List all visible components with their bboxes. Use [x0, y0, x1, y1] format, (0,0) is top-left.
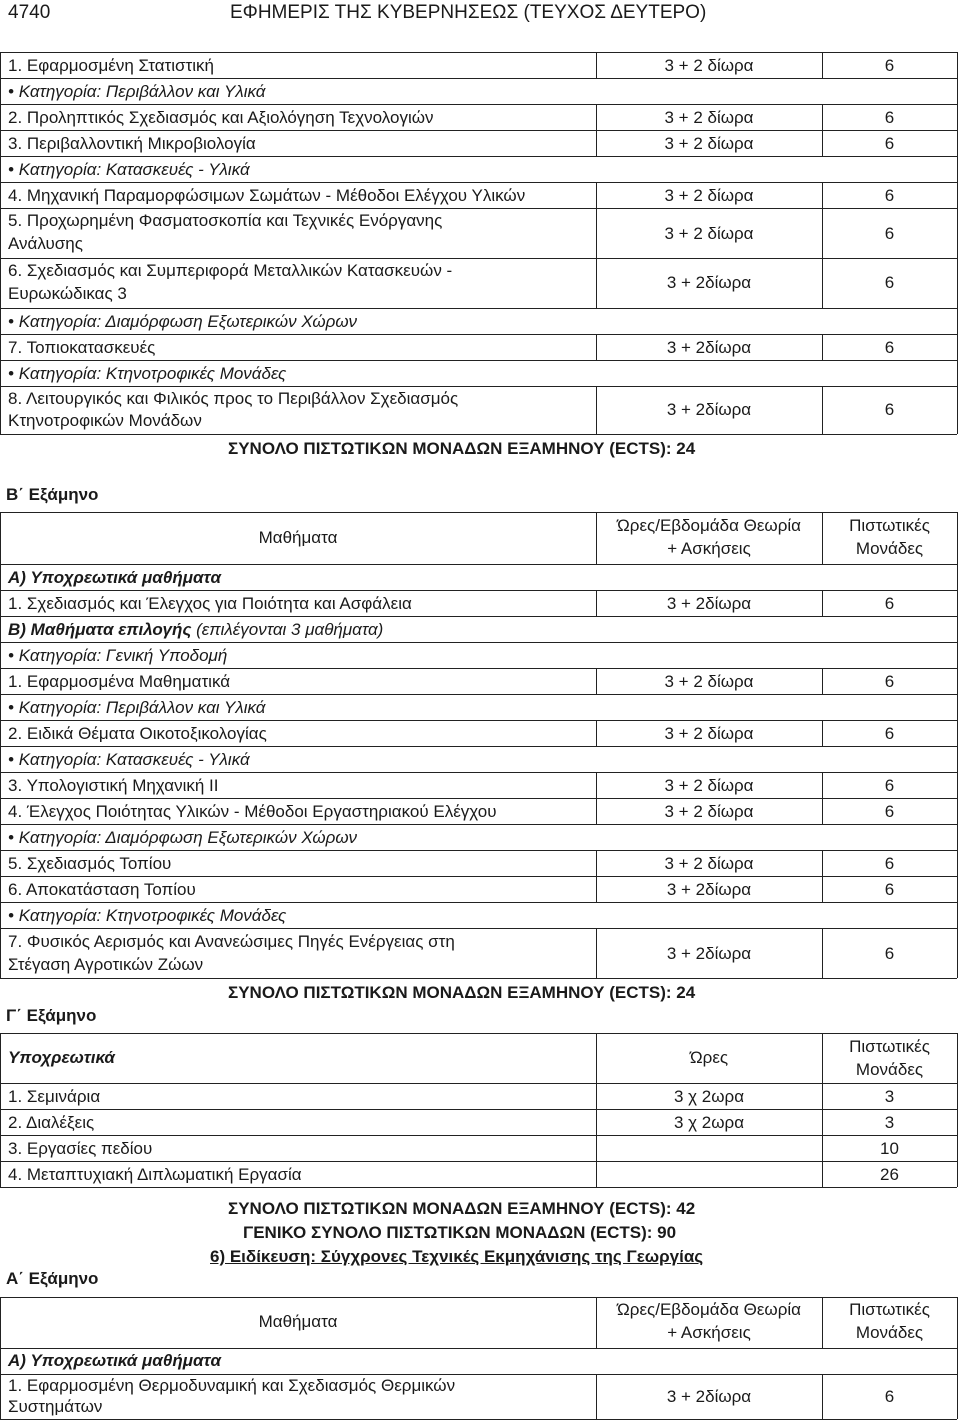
course-hours: 3 + 2 δίωρα: [664, 802, 754, 821]
course-hours: 3 + 2 δίωρα: [664, 776, 754, 795]
course-name: 1. Σεμινάρια: [8, 1087, 101, 1106]
course-hours: 3 + 2δίωρα: [666, 1387, 752, 1406]
column-header-ects-line1: Πιστωτικές: [849, 1037, 930, 1056]
column-header-hours-line1: Ώρες/Εβδομάδα Θεωρία: [617, 1300, 801, 1319]
category-row: • Κατηγορία: Διαμόρφωση Εξωτερικών Χώρων: [8, 828, 358, 847]
column-header-hours-line1: Ώρες/Εβδομάδα Θεωρία: [617, 516, 801, 535]
course-ects: 6: [884, 944, 895, 963]
course-ects: 6: [884, 854, 895, 873]
course-hours: 3 + 2 δίωρα: [664, 854, 754, 873]
column-header-hours-line2: + Ασκήσεις: [667, 539, 751, 558]
course-name-line1: 6. Σχεδιασμός και Συμπεριφορά Μεταλλικών Κατασκευών -: [8, 261, 453, 280]
course-hours: 3 + 2 δίωρα: [664, 108, 754, 127]
course-name: 2. Διαλέξεις: [8, 1113, 95, 1132]
category-row: • Κατηγορία: Κτηνοτροφικές Μονάδες: [8, 906, 287, 925]
compulsory-heading: Α) Υποχρεωτικά μαθήματα: [8, 1351, 221, 1370]
course-ects: 6: [884, 724, 895, 743]
semester-heading: Β΄ Εξάμηνο: [6, 485, 99, 504]
page-header-title: ΕΦΗΜΕΡΙΣ ΤΗΣ ΚΥΒΕΡΝΗΣΕΩΣ (ΤΕΥΧΟΣ ΔΕΥΤΕΡΟ): [230, 2, 707, 23]
course-ects: 6: [884, 224, 895, 243]
column-header-courses: Μαθήματα: [258, 528, 338, 547]
course-name: 4. Έλεγχος Ποιότητας Υλικών - Μέθοδοι Εργαστηριακού Ελέγχου: [8, 802, 497, 821]
course-ects: 6: [884, 672, 895, 691]
semester-heading: Γ΄ Εξάμηνο: [6, 1006, 97, 1025]
compulsory-heading: Α) Υποχρεωτικά μαθήματα: [8, 568, 221, 587]
column-header-courses: Μαθήματα: [258, 1312, 338, 1331]
course-ects: 6: [884, 594, 895, 613]
course-name-line1: 7. Φυσικός Αερισμός και Ανανεώσιμες Πηγές Ενέργειας στη: [8, 932, 455, 951]
semester-heading: Α΄ Εξάμηνο: [6, 1269, 99, 1288]
course-ects: 3: [884, 1087, 895, 1106]
course-name-line2: Στέγαση Αγροτικών Ζώων: [8, 955, 204, 974]
course-name-line1: 1. Εφαρμοσμένη Θερμοδυναμική και Σχεδιασμός Θερμικών: [8, 1376, 456, 1395]
course-name-line1: 5. Προχωρημένη Φασματοσκοπία και Τεχνικές Ενόργανης: [8, 211, 443, 230]
column-header-courses: Υποχρεωτικά: [8, 1048, 115, 1067]
course-hours: 3 + 2 δίωρα: [664, 672, 754, 691]
course-name: 4. Μεταπτυχιακή Διπλωματική Εργασία: [8, 1165, 302, 1184]
bullet-icon: •: [8, 364, 14, 383]
course-name: 3. Υπολογιστική Μηχανική ΙΙ: [8, 776, 219, 795]
course-ects: 6: [884, 776, 895, 795]
course-ects: 6: [884, 108, 895, 127]
course-hours: 3 χ 2ωρα: [673, 1113, 745, 1132]
column-header-ects-line1: Πιστωτικές: [849, 516, 930, 535]
course-name-line2: Συστημάτων: [8, 1397, 103, 1416]
grand-total: ΓΕΝΙΚΟ ΣΥΝΟΛΟ ΠΙΣΤΩΤΙΚΩΝ ΜΟΝΑΔΩΝ (ECTS): 90: [243, 1223, 677, 1242]
course-name: 7. Τοπιοκατασκευές: [8, 338, 156, 357]
course-name: 1. Εφαρμοσμένη Στατιστική: [8, 56, 214, 75]
course-hours: 3 + 2δίωρα: [666, 338, 752, 357]
course-name: 5. Σχεδιασμός Τοπίου: [8, 854, 172, 873]
course-hours: 3 + 2 δίωρα: [664, 134, 754, 153]
course-ects: 6: [884, 1387, 895, 1406]
category-row: • Κατηγορία: Περιβάλλον και Υλικά: [8, 698, 266, 717]
course-ects: 6: [884, 338, 895, 357]
bullet-icon: •: [8, 828, 14, 847]
course-name: 3. Εργασίες πεδίου: [8, 1139, 153, 1158]
course-name: 1. Εφαρμοσμένα Μαθηματικά: [8, 672, 231, 691]
semester-total: ΣΥΝΟΛΟ ΠΙΣΤΩΤΙΚΩΝ ΜΟΝΑΔΩΝ ΕΞΑΜΗΝΟΥ (ECTS): 24: [228, 983, 696, 1002]
course-name: 6. Αποκατάσταση Τοπίου: [8, 880, 196, 899]
page-number: 4740: [8, 2, 51, 23]
course-hours: 3 + 2δίωρα: [666, 273, 752, 292]
category-row: • Κατηγορία: Κτηνοτροφικές Μονάδες: [8, 364, 287, 383]
course-name: 2. Ειδικά Θέματα Οικοτοξικολογίας: [8, 724, 267, 743]
course-ects: 3: [884, 1113, 895, 1132]
specialization-title: 6) Ειδίκευση: Σύγχρονες Τεχνικές Εκμηχάνισης της Γεωργίας: [210, 1247, 704, 1266]
course-hours: 3 + 2 δίωρα: [664, 56, 754, 75]
course-ects: 6: [884, 56, 895, 75]
course-name-line2: Κτηνοτροφικών Μονάδων: [8, 411, 202, 430]
category-row: • Κατηγορία: Κατασκευές - Υλικά: [8, 750, 250, 769]
semester-total: ΣΥΝΟΛΟ ΠΙΣΤΩΤΙΚΩΝ ΜΟΝΑΔΩΝ ΕΞΑΜΗΝΟΥ (ECTS): 24: [228, 439, 696, 458]
column-header-ects-line2: Μονάδες: [855, 1060, 924, 1079]
bullet-icon: •: [8, 312, 14, 331]
bullet-icon: •: [8, 698, 14, 717]
course-hours: 3 χ 2ωρα: [673, 1087, 745, 1106]
column-header-ects-line2: Μονάδες: [855, 1323, 924, 1342]
bullet-icon: •: [8, 750, 14, 769]
column-header-ects-line2: Μονάδες: [855, 539, 924, 558]
category-row: • Κατηγορία: Κατασκευές - Υλικά: [8, 160, 250, 179]
course-hours: 3 + 2 δίωρα: [664, 186, 754, 205]
course-ects: 6: [884, 802, 895, 821]
bullet-icon: •: [8, 82, 14, 101]
course-ects: 26: [880, 1165, 899, 1184]
course-ects: 6: [884, 880, 895, 899]
course-hours: 3 + 2δίωρα: [666, 400, 752, 419]
bullet-icon: •: [8, 160, 14, 179]
course-hours: 3 + 2 δίωρα: [664, 224, 754, 243]
course-name-line1: 8. Λειτουργικός και Φιλικός προς το Περιβάλλον Σχεδιασμός: [8, 389, 459, 408]
course-ects: 6: [884, 186, 895, 205]
electives-heading: Β) Μαθήματα επιλογής (επιλέγονται 3 μαθήματα): [8, 620, 384, 639]
semester-total: ΣΥΝΟΛΟ ΠΙΣΤΩΤΙΚΩΝ ΜΟΝΑΔΩΝ ΕΞΑΜΗΝΟΥ (ECTS): 42: [228, 1199, 696, 1218]
course-hours: 3 + 2δίωρα: [666, 944, 752, 963]
course-ects: 6: [884, 400, 895, 419]
course-name: 2. Προληπτικός Σχεδιασμός και Αξιολόγηση Τεχνολογιών: [8, 108, 434, 127]
category-row: • Κατηγορία: Περιβάλλον και Υλικά: [8, 82, 266, 101]
course-name-line2: Ανάλυσης: [8, 234, 83, 253]
course-ects: 6: [884, 134, 895, 153]
course-ects: 10: [880, 1139, 899, 1158]
course-ects: 6: [884, 273, 895, 292]
category-row: • Κατηγορία: Διαμόρφωση Εξωτερικών Χώρων: [8, 312, 358, 331]
category-row: • Κατηγορία: Γενική Υποδομή: [8, 646, 228, 665]
course-name: 4. Μηχανική Παραμορφώσιμων Σωμάτων - Μέθοδοι Ελέγχου Υλικών: [8, 186, 526, 205]
course-hours: 3 + 2δίωρα: [666, 880, 752, 899]
course-name: 1. Σχεδιασμός και Έλεγχος για Ποιότητα και Ασφάλεια: [8, 594, 412, 613]
bullet-icon: •: [8, 646, 14, 665]
course-hours: 3 + 2 δίωρα: [664, 724, 754, 743]
bullet-icon: •: [8, 906, 14, 925]
column-header-ects-line1: Πιστωτικές: [849, 1300, 930, 1319]
course-hours: 3 + 2δίωρα: [666, 594, 752, 613]
course-name: 3. Περιβαλλοντική Μικροβιολογία: [8, 134, 256, 153]
column-header-hours: Ώρες: [689, 1048, 729, 1067]
column-header-hours-line2: + Ασκήσεις: [667, 1323, 751, 1342]
course-name-line2: Ευρωκώδικας 3: [8, 284, 127, 303]
